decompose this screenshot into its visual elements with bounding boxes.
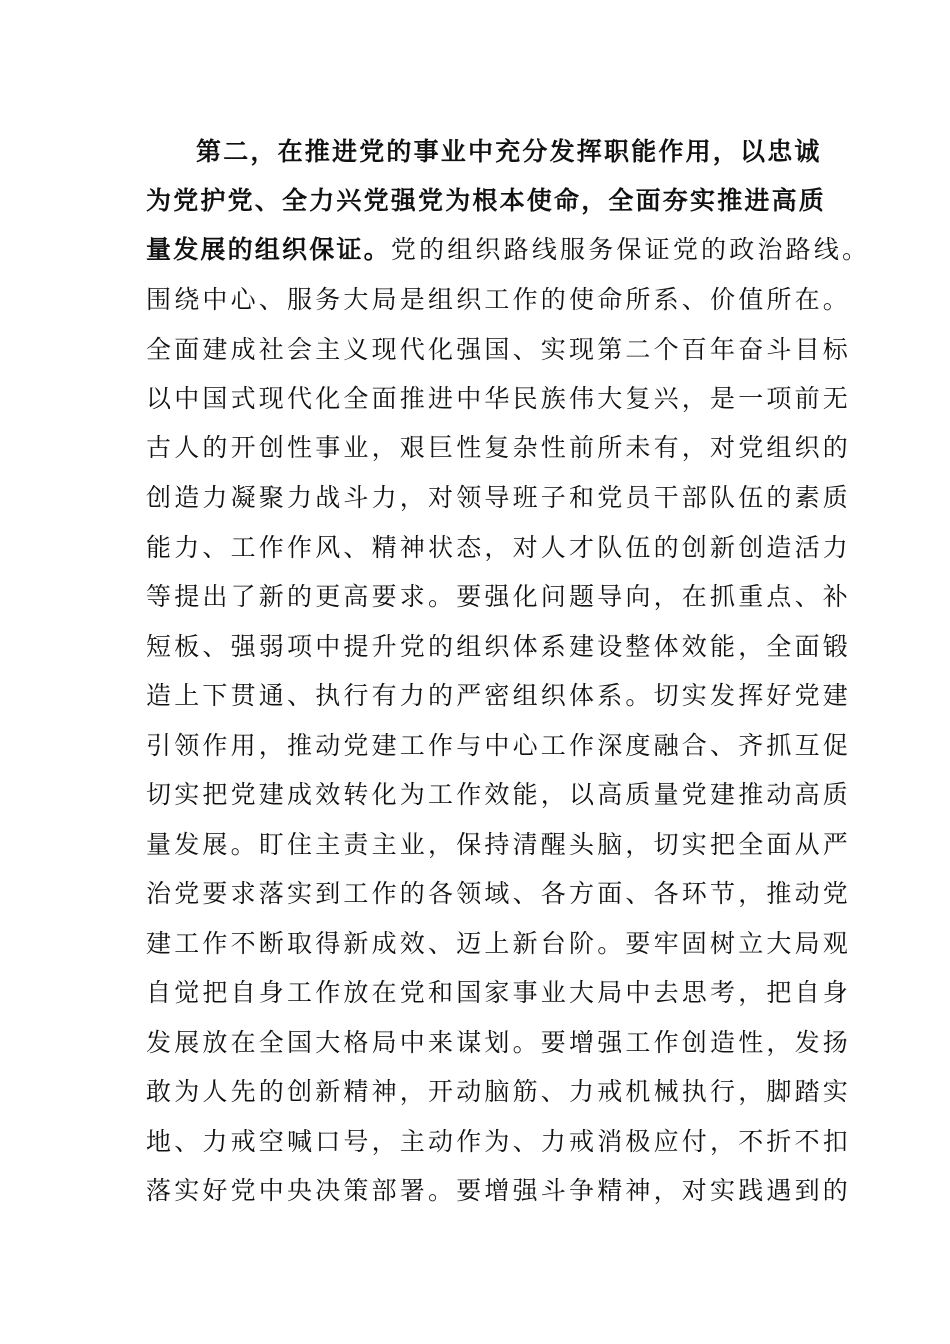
body-text: 全面建成社会主义现代化强国、实现第二个百年奋斗目标 <box>146 335 852 364</box>
paragraph-line <box>146 1122 852 1162</box>
paragraph-line <box>146 874 852 914</box>
body-text: 党的组织路线服务保证党的政治路线。 <box>390 235 871 264</box>
body-text: 以中国式现代化全面推进中华民族伟大复兴，是一项前无 <box>146 384 852 413</box>
bold-heading-text: 为党护党、全力兴党强党为根本使命，全面夯实推进高质 <box>146 186 827 215</box>
paragraph-line <box>146 379 852 419</box>
paragraph-line <box>146 1072 852 1112</box>
paragraph-line <box>146 825 852 865</box>
paragraph-line <box>146 676 852 716</box>
paragraph-line <box>146 924 852 964</box>
paragraph-line <box>146 1023 852 1063</box>
bold-heading-text: 量发展的组织保证。 <box>146 235 391 264</box>
body-text: 敢为人先的创新精神，开动脑筋、力戒机械执行，脚踏实 <box>146 1077 852 1106</box>
body-text: 围绕中心、服务大局是组织工作的使命所系、价值所在。 <box>146 285 852 314</box>
paragraph-line <box>146 627 852 667</box>
paragraph-line <box>196 132 876 172</box>
body-text: 自觉把自身工作放在党和国家事业大局中去思考，把自身 <box>146 978 852 1007</box>
paragraph-line <box>146 230 871 270</box>
paragraph-line <box>146 726 852 766</box>
paragraph-line <box>146 330 852 370</box>
body-text: 地、力戒空喊口号，主动作为、力戒消极应付，不折不扣 <box>146 1127 852 1156</box>
paragraph-line <box>146 181 826 221</box>
paragraph-line <box>146 1171 852 1211</box>
body-text: 落实好党中央决策部署。要增强斗争精神，对实践遇到的 <box>146 1176 852 1205</box>
body-text: 引领作用，推动党建工作与中心工作深度融合、齐抓互促 <box>146 731 852 760</box>
paragraph-line <box>146 428 852 468</box>
body-text: 建工作不断取得新成效、迈上新台阶。要牢固树立大局观 <box>146 929 852 958</box>
body-text: 古人的开创性事业，艰巨性复杂性前所未有，对党组织的 <box>146 433 852 462</box>
paragraph-line <box>146 577 852 617</box>
bold-heading-text: 第二，在推进党的事业中充分发挥职能作用，以忠诚 <box>196 137 822 166</box>
body-text: 治党要求落实到工作的各领域、各方面、各环节，推动党 <box>146 879 852 908</box>
paragraph-line <box>146 973 852 1013</box>
body-text: 切实把党建成效转化为工作效能，以高质量党建推动高质 <box>146 780 852 809</box>
paragraph-line <box>146 528 852 568</box>
body-text: 创造力凝聚力战斗力，对领导班子和党员干部队伍的素质 <box>146 483 852 512</box>
body-text: 短板、强弱项中提升党的组织体系建设整体效能，全面锻 <box>146 632 852 661</box>
paragraph-line <box>146 280 852 320</box>
paragraph-line <box>146 478 852 518</box>
paragraph-line <box>146 775 852 815</box>
body-text: 发展放在全国大格局中来谋划。要增强工作创造性，发扬 <box>146 1028 852 1057</box>
body-text: 造上下贯通、执行有力的严密组织体系。切实发挥好党建 <box>146 681 852 710</box>
body-text: 等提出了新的更高要求。要强化问题导向，在抓重点、补 <box>146 582 852 611</box>
body-text: 量发展。盯住主责主业，保持清醒头脑，切实把全面从严 <box>146 830 852 859</box>
body-text: 能力、工作作风、精神状态，对人才队伍的创新创造活力 <box>146 533 852 562</box>
